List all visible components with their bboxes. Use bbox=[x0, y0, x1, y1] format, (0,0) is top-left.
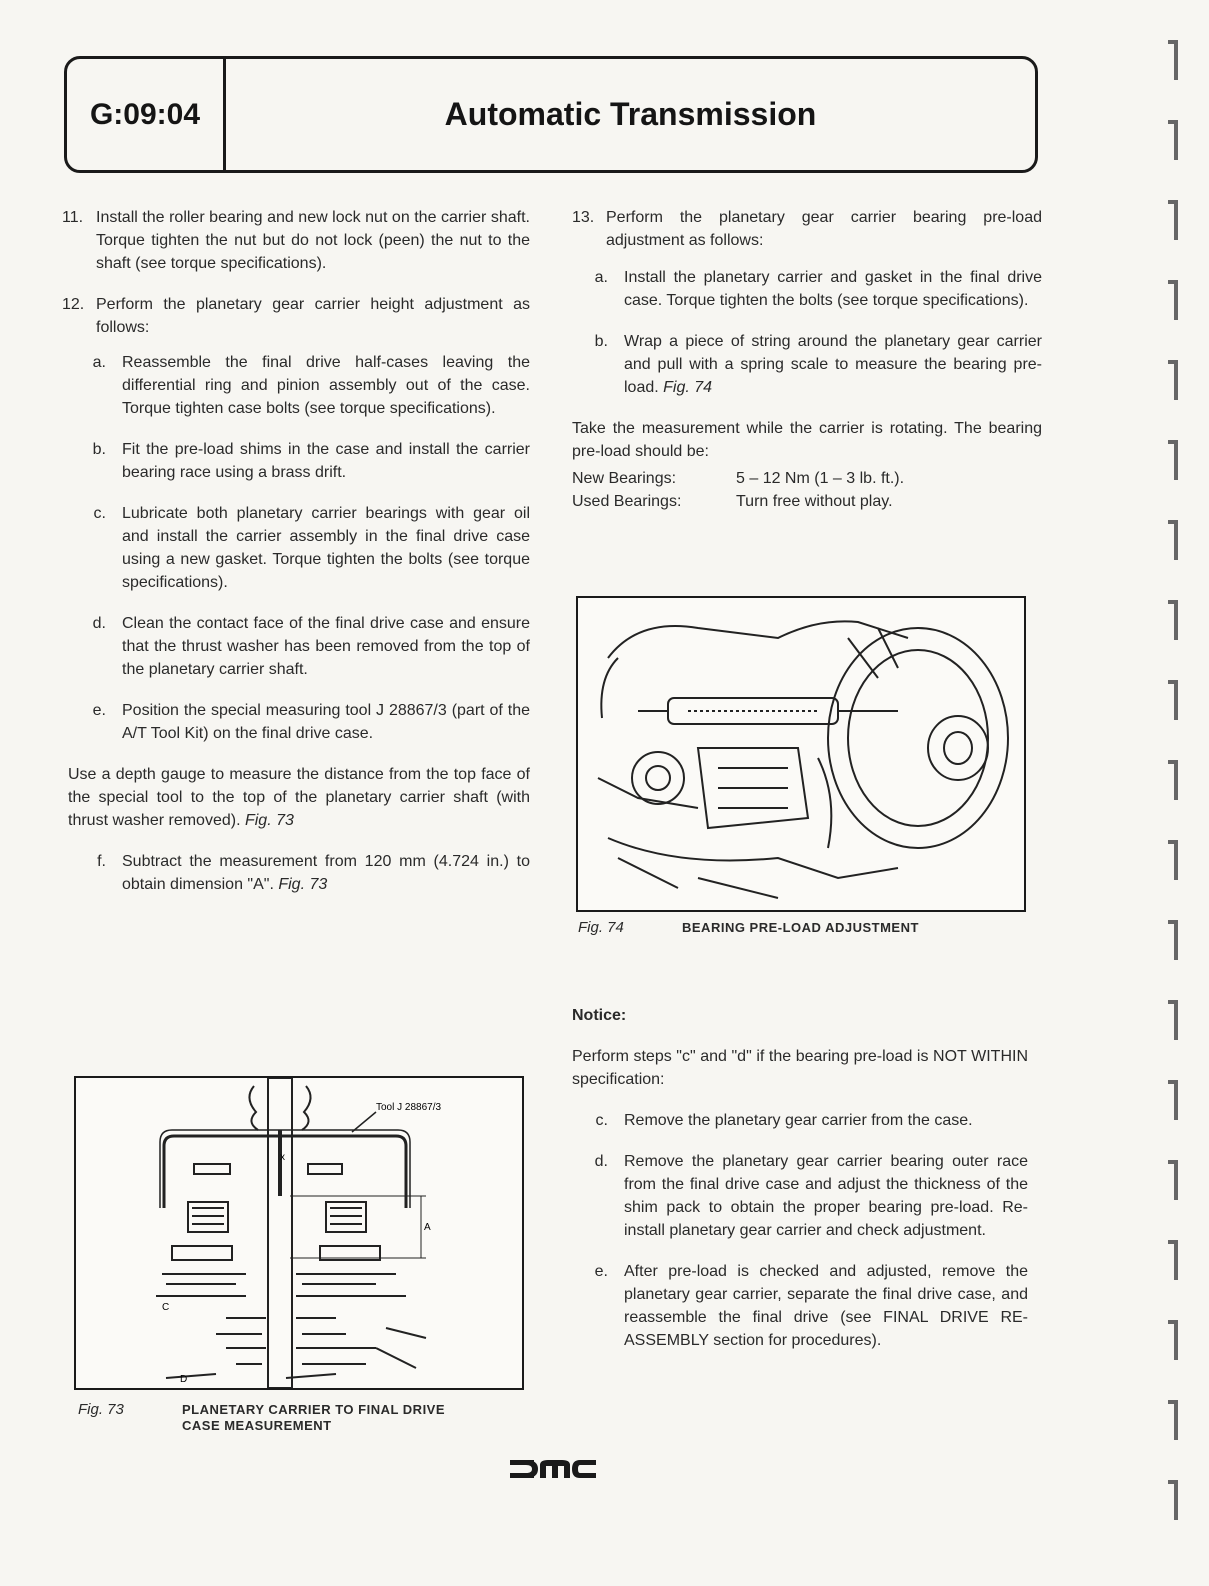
page-title: Automatic Transmission bbox=[444, 96, 817, 132]
left-column bbox=[62, 206, 530, 914]
substep-a: a. Install the planetary carrier and gasket in the final drive case. Torque tighten the bolts (see torque specifications). bbox=[594, 269, 1042, 309]
notice-text: Perform steps "c" and "d" if the bearing pre-load is NOT WITHIN specification: bbox=[572, 1048, 1028, 1088]
caption-line-1: PLANETARY CARRIER TO FINAL DRIVE bbox=[182, 1402, 446, 1417]
step-12 bbox=[62, 293, 530, 339]
notice-block bbox=[572, 986, 1028, 1370]
section-code: G:09:04 bbox=[67, 59, 226, 170]
step-11 bbox=[62, 206, 530, 275]
figure-73-caption bbox=[78, 1402, 528, 1434]
measurement-paragraph: Take the measurement while the carrier is rotating. The bearing pre-load should be: bbox=[572, 420, 1042, 460]
figure-74-caption bbox=[578, 920, 1028, 936]
substep-f: f. Subtract the measurement from 120 mm (4.724 in.) to obtain dimension "A". Fig. 73 bbox=[97, 853, 530, 893]
step-text: Install the roller bearing and new lock nut on the carrier shaft. Torque tighten the nut but do not lock (peen) the nut to the shaft (see torque specifications). bbox=[96, 209, 530, 272]
figure-74-illustration bbox=[576, 596, 1026, 912]
step-text: Perform the planetary gear carrier bearing pre-load adjustment as follows: bbox=[606, 209, 1042, 249]
spec-new-bearings: New Bearings: 5 – 12 Nm (1 – 3 lb. ft.). bbox=[572, 470, 905, 487]
substep-b: b. Fit the pre-load shims in the case and install the carrier bearing race using a brass drift. bbox=[92, 441, 530, 481]
step-12-substeps bbox=[62, 351, 530, 745]
right-column bbox=[572, 206, 1042, 513]
spring-scale-illustration bbox=[578, 598, 1024, 910]
substep-a: a. Reassemble the final drive half-cases leaving the differential ring and pinion assembly out of the case. Torque tighten case bolts (see torque specifications). bbox=[92, 354, 530, 417]
dmc-logo bbox=[508, 1456, 598, 1482]
step-text: Perform the planetary gear carrier height adjustment as follows: bbox=[96, 296, 530, 336]
figure-reference: Fig. 73 bbox=[278, 876, 328, 893]
figure-number: Fig. 73 bbox=[78, 1401, 124, 1418]
substep-b: b. Wrap a piece of string around the planetary gear carrier and pull with a spring scale to measure the bearing pre-load. Fig. 74 bbox=[594, 333, 1042, 396]
binding-edge-marks bbox=[1158, 30, 1188, 1570]
label-d: D bbox=[180, 1374, 188, 1385]
notice-title: Notice: bbox=[572, 1007, 627, 1024]
substep-e: e. Position the special measuring tool J 28867/3 (part of the A/T Tool Kit) on the final drive case. bbox=[92, 702, 530, 742]
label-a: A bbox=[424, 1222, 431, 1233]
figure-reference: Fig. 74 bbox=[663, 379, 713, 396]
step-13 bbox=[572, 206, 1042, 252]
figure-number: Fig. 74 bbox=[578, 919, 624, 936]
step-13-substeps bbox=[572, 266, 1042, 399]
label-c: C bbox=[162, 1302, 170, 1313]
substep-e: e. After pre-load is checked and adjusted, remove the planetary gear carrier, separate the final drive case, and reassemble the final drive (see FINAL DRIVE RE-ASSEMBLY section for procedures). bbox=[594, 1263, 1028, 1349]
step-number: 13. bbox=[572, 209, 595, 226]
caption-line-2: CASE MEASUREMENT bbox=[182, 1418, 332, 1433]
figure-73-diagram bbox=[74, 1076, 524, 1390]
section-header bbox=[64, 56, 1038, 173]
depth-gauge-paragraph: Use a depth gauge to measure the distance from the top face of the special tool to the top of the planetary carrier shaft (with thrust washer removed). Fig. 73 bbox=[68, 766, 530, 829]
planetary-carrier-diagram bbox=[76, 1078, 522, 1388]
tool-label: Tool J 28867/3 bbox=[376, 1102, 442, 1113]
caption-title: BEARING PRE-LOAD ADJUSTMENT bbox=[682, 920, 919, 935]
substep-d: d. Remove the planetary gear carrier bearing outer race from the final drive case and adjust the thickness of the shim pack to obtain the proper bearing pre-load. Re-install planetary gear carrier and check adjustment. bbox=[594, 1153, 1028, 1239]
label-x: x bbox=[280, 1152, 285, 1163]
step-number: 12. bbox=[62, 296, 85, 313]
spec-used-bearings: Used Bearings: Turn free without play. bbox=[572, 493, 893, 510]
substep-c: c. Lubricate both planetary carrier bearings with gear oil and install the carrier assembly in the final drive case using a new gasket. Torque tighten the bolts (see torque specifications). bbox=[93, 505, 530, 591]
step-number: 11. bbox=[62, 209, 84, 226]
substep-c: c. Remove the planetary gear carrier from the case. bbox=[595, 1112, 973, 1129]
substep-d: d. Clean the contact face of the final drive case and ensure that the thrust washer has been removed from the top of the planetary carrier shaft. bbox=[92, 615, 530, 678]
figure-reference: Fig. 73 bbox=[244, 812, 294, 829]
